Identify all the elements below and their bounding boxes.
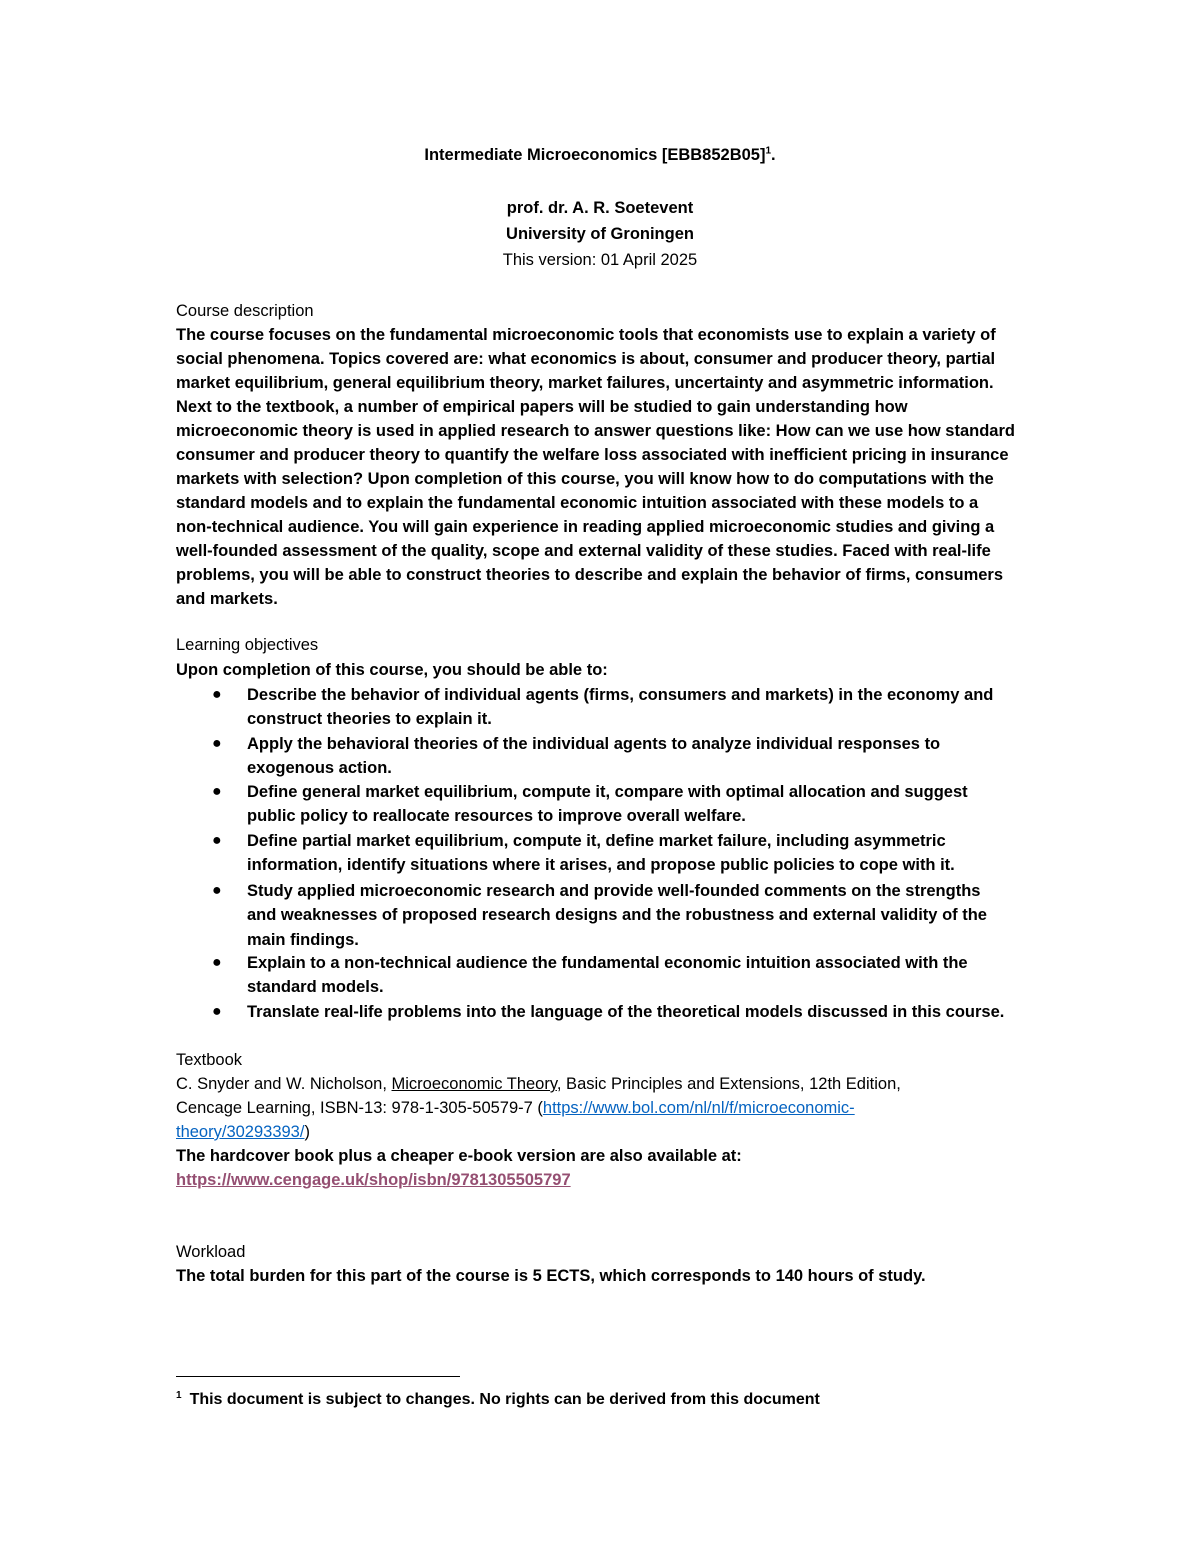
title-suffix: . (771, 146, 776, 164)
course-description-line: and markets. (176, 590, 278, 608)
footnote-mark: 1 (176, 1389, 182, 1401)
bullet-icon: ● (212, 882, 222, 899)
version-line: This version: 01 April 2025 (502, 251, 698, 269)
course-description-heading: Course description (176, 302, 314, 320)
bullet-icon: ● (212, 954, 222, 971)
bullet-icon: ● (212, 832, 222, 849)
objective-line: Apply the behavioral theories of the individual agents to analyze individual responses to (247, 735, 941, 753)
bullet-icon: ● (212, 783, 222, 800)
close-paren: ) (304, 1123, 310, 1141)
bullet-icon: ● (212, 735, 222, 752)
footnote-text: This document is subject to changes. No rights can be derived from this document (189, 1391, 820, 1408)
objective-line: public policy to reallocate resources to improve overall welfare. (247, 807, 746, 826)
cengage-link-line (176, 1168, 571, 1192)
workload-text: The total burden for this part of the course is 5 ECTS, which corresponds to 140 hours of study. (176, 1267, 926, 1285)
learning-objectives-intro: Upon completion of this course, you should be able to: (176, 661, 608, 679)
document-title (0, 143, 1200, 167)
bullet-icon: ● (212, 1003, 222, 1020)
workload-heading: Workload (176, 1243, 246, 1261)
objective-line: Describe the behavior of individual agents (firms, consumers and markets) in the economy and (247, 686, 994, 704)
course-description-line: microeconomic theory is used in applied research to answer questions like: How can we use how standard (176, 422, 1015, 440)
footnote-separator (176, 1376, 460, 1377)
textbook-isbn-line (176, 1096, 855, 1120)
cengage-link[interactable]: https://www.cengage.uk/shop/isbn/9781305505797 (176, 1171, 571, 1189)
objective-line: exogenous action. (247, 759, 392, 778)
textbook-authors: C. Snyder and W. Nicholson, (176, 1075, 392, 1093)
objective-line: Study applied microeconomic research and provide well-founded comments on the strengths (247, 882, 981, 900)
objective-line: Define partial market equilibrium, compute it, define market failure, including asymmetric (247, 832, 946, 850)
course-description-line: The course focuses on the fundamental microeconomic tools that economists use to explain a variety of (176, 326, 996, 344)
objective-line: main findings. (247, 930, 359, 949)
course-description-line: consumer and producer theory to quantify the welfare loss associated with inefficient pricing in insurance (176, 446, 1009, 464)
course-description-line: well-founded assessment of the quality, scope and external validity of these studies. Faced with real-life (176, 542, 991, 560)
bol-link-continuation[interactable]: theory/30293393/ (176, 1123, 305, 1141)
course-description-line: market equilibrium, general equilibrium theory, market failures, uncertainty and asymmetric information. (176, 374, 994, 392)
bol-link[interactable]: https://www.bol.com/nl/nl/f/microeconomic- (542, 1099, 855, 1117)
learning-objectives-heading: Learning objectives (176, 636, 319, 654)
textbook-heading: Textbook (176, 1051, 243, 1069)
course-description-line: social phenomena. Topics covered are: what economics is about, consumer and producer theory, partial (176, 350, 996, 368)
objective-line: Translate real-life problems into the language of the theoretical models discussed in this course. (247, 1003, 1005, 1021)
objective-line: information, identify situations where it arises, and propose public policies to cope with it. (247, 856, 955, 875)
title-text: Intermediate Microeconomics [EBB852B05] (424, 146, 766, 164)
objective-line: construct theories to explain it. (247, 710, 492, 729)
textbook-isbn: Cencage Learning, ISBN-13: 978-1-305-50579-7 ( (176, 1099, 543, 1117)
institution-name: University of Groningen (506, 225, 694, 243)
objective-line: and weaknesses of proposed research designs and the robustness and external validity of the (247, 906, 987, 925)
course-description-text (176, 323, 1015, 611)
textbook-link-continuation (176, 1120, 310, 1144)
course-description-line: Next to the textbook, a number of empirical papers will be studied to gain understanding how (176, 398, 908, 416)
course-description-line: standard models and to explain the fundamental economic intuition associated with these models to a (176, 494, 979, 512)
objective-line: standard models. (247, 978, 384, 997)
ebook-note: The hardcover book plus a cheaper e-book version are also available at: (176, 1147, 742, 1165)
title-footnote-mark: 1 (765, 145, 772, 157)
bullet-icon: ● (212, 686, 222, 703)
author-name: prof. dr. A. R. Soetevent (506, 199, 694, 217)
textbook-title: Microeconomic Theory (391, 1075, 557, 1093)
objective-line: Explain to a non-technical audience the fundamental economic intuition associated with the (247, 954, 968, 972)
course-description-line: problems, you will be able to construct theories to describe and explain the behavior of firms, consumers (176, 566, 1004, 584)
course-description-line: non-technical audience. You will gain experience in reading applied microeconomic studies and giving a (176, 518, 995, 536)
footnote (176, 1388, 820, 1412)
objective-line: Define general market equilibrium, compute it, compare with optimal allocation and suggest (247, 783, 968, 801)
textbook-edition: , Basic Principles and Extensions, 12th Edition, (556, 1075, 901, 1093)
textbook-citation-line (176, 1072, 901, 1096)
course-description-line: markets with selection? Upon completion of this course, you will know how to do computations with the (176, 470, 994, 488)
